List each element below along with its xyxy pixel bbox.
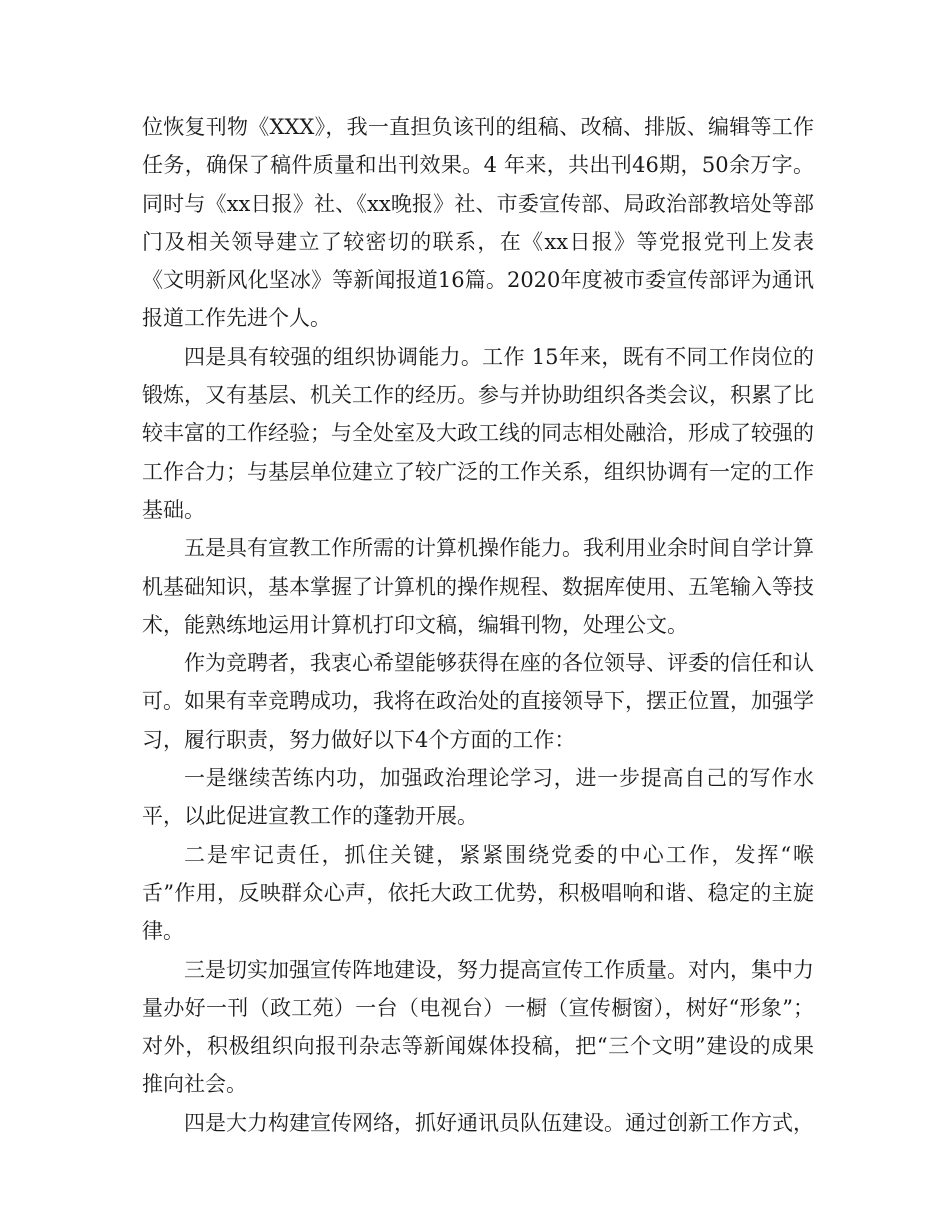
paragraph-continuation: 位恢复刊物《XXX》，我一直担负该刊的组稿、改稿、排版、编辑等工作任务，确保了稿件质量和出刊效果。4 年来，共出刊46期，50余万字。同时与《xx日报》社、《xx晚报》社、市委宣传部、局政治部教培处等部门及相关领导建立了较密切的联系，在《xx日报》等党报党刊上发表《文明新风化坚冰》等新闻报道16篇。2020年度被市委宣传部评为通讯报道工作先进个人。	[142, 115, 814, 331]
document-body	[142, 108, 814, 1142]
paragraph-item-one: 一是继续苦练内功，加强政治理论学习，进一步提高自己的写作水平，以此促进宣教工作的蓬勃开展。	[142, 766, 814, 829]
paragraph-computer-ability: 五是具有宣教工作所需的计算机操作能力。我利用业余时间自学计算机基础知识，基本掌握了计算机的操作规程、数据库使用、五笔输入等技术，能熟练地运用计算机打印文稿，编辑刊物，处理公文。	[142, 536, 814, 637]
paragraph-item-three: 三是切实加强宣传阵地建设，努力提高宣传工作质量。对内，集中力量办好一刊（政工苑）一台（电视台）一橱（宣传橱窗），树好“形象”；对外，积极组织向报刊杂志等新闻媒体投稿，把“三个文明”建设的成果推向社会。	[142, 957, 814, 1097]
paragraph-coordination-ability: 四是具有较强的组织协调能力。工作 15年来，既有不同工作岗位的锻炼，又有基层、机关工作的经历。参与并协助组织各类会议，积累了比较丰富的工作经验；与全处室及大政工线的同志相处融洽，形成了较强的工作合力；与基层单位建立了较广泛的工作关系，组织协调有一定的工作基础。	[142, 344, 814, 522]
paragraph-candidate-statement: 作为竞聘者，我衷心希望能够获得在座的各位领导、评委的信任和认可。如果有幸竞聘成功，我将在政治处的直接领导下，摆正位置，加强学习，履行职责，努力做好以下4个方面的工作：	[142, 651, 814, 752]
paragraph-item-two: 二是牢记责任，抓住关键，紧紧围绕党委的中心工作，发挥“喉舌”作用，反映群众心声，依托大政工优势，积极唱响和谐、稳定的主旋律。	[142, 842, 814, 944]
paragraph-item-four: 四是大力构建宣传网络，抓好通讯员队伍建设。通过创新工作方式，	[184, 1110, 814, 1135]
